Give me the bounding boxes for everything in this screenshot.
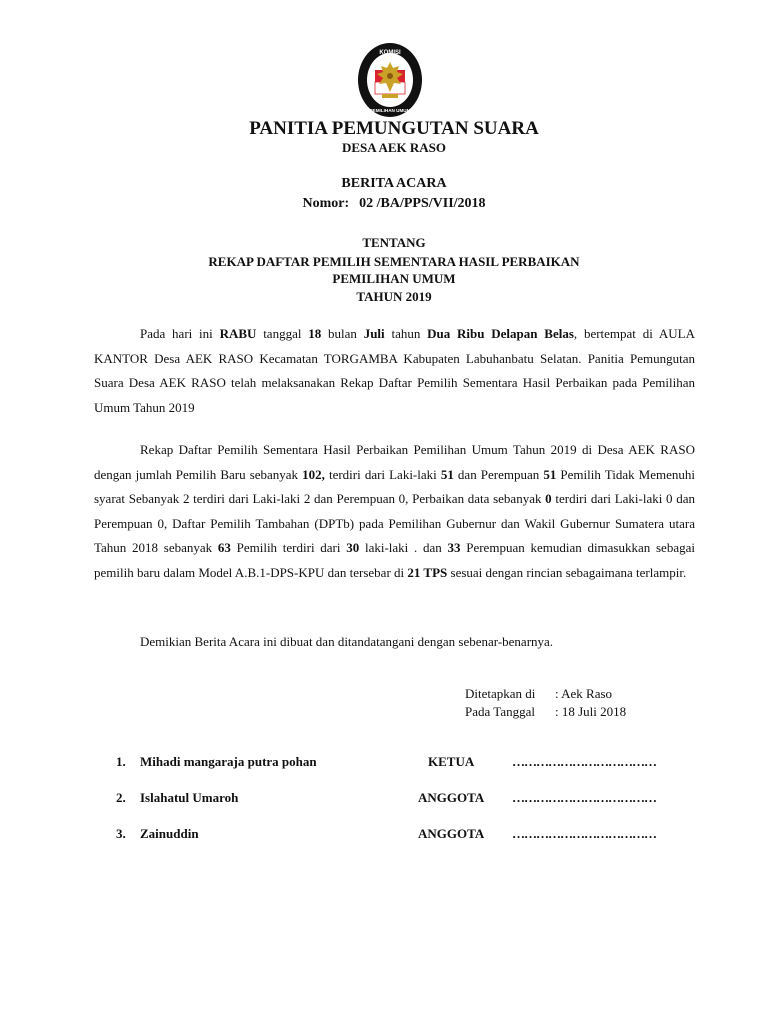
logo-top-text: KOMISI	[379, 50, 401, 56]
signatory-number: 2.	[116, 790, 126, 805]
signatory-number: 1.	[116, 754, 126, 769]
opening-paragraph: Pada hari ini RABU tanggal 18 bulan Juli tahun Dua Ribu Delapan Belas, bertempat di AULA KANTOR Desa AEK RASO Kecamatan TORGAMBA Kabupaten Labuhanbatu Selatan. Panitia Pemungutan Suara Desa AEK RASO telah melaksanakan Rekap Daftar Pemilih Sementara Hasil Perbaikan pada Pemilihan Umum Tahun 2019	[94, 326, 695, 415]
signatory-name: Mihadi mangaraja putra pohan	[140, 754, 317, 769]
signatory-name: Zainuddin	[140, 826, 199, 841]
signatory-row	[116, 826, 656, 844]
signatory-role: KETUA	[428, 754, 475, 769]
signatory-row	[116, 790, 656, 808]
date-row	[465, 704, 626, 720]
number-value: 02 /BA/PPS/VII/2018	[359, 196, 486, 211]
signatory-role: ANGGOTA	[418, 826, 485, 841]
subject-label: TENTANG	[362, 235, 426, 250]
subject-line-3: TAHUN 2019	[356, 289, 432, 304]
subject-line-2: PEMILIHAN UMUM	[332, 271, 456, 286]
signatory-role: ANGGOTA	[418, 790, 485, 805]
subject-line-1: REKAP DAFTAR PEMILIH SEMENTARA HASIL PERBAIKAN	[208, 254, 580, 269]
kpu-logo	[357, 42, 423, 118]
logo-bottom-text: PEMILIHAN UMUM	[369, 108, 411, 113]
village-name: DESA AEK RASO	[341, 140, 447, 155]
document-number	[0, 196, 768, 212]
signature-line: ………………………………	[512, 826, 656, 841]
place-value: : Aek Raso	[555, 686, 613, 701]
document-type: BERITA ACARA	[341, 176, 447, 191]
signature-line: ………………………………	[512, 790, 656, 805]
signatory-row	[116, 754, 656, 772]
closing-paragraph: Demikian Berita Acara ini dibuat dan ditandatangani dengan sebenar-benarnya.	[140, 634, 554, 649]
committee-title: PANITIA PEMUNGUTAN SUARA	[249, 118, 539, 139]
signature-line: ………………………………	[512, 754, 656, 769]
place-row	[465, 686, 612, 702]
signatory-name: Islahatul Umaroh	[140, 790, 239, 805]
place-label: Ditetapkan di	[465, 686, 536, 701]
date-value: : 18 Juli 2018	[555, 704, 627, 719]
date-label: Pada Tanggal	[465, 704, 535, 719]
signatory-number: 3.	[116, 826, 126, 841]
number-label: Nomor:	[302, 196, 350, 211]
recap-paragraph: Rekap Daftar Pemilih Sementara Hasil Perbaikan Pemilihan Umum Tahun 2019 di Desa AEK RASO dengan jumlah Pemilih Baru sebanyak 102, terdiri dari Laki-laki 51 dan Perempuan 51 Pemilih Tidak Memenuhi syarat Sebanyak 2 terdiri dari Laki-laki 2 dan Perempuan 0, Perbaikan data sebanyak 0 terdiri dari Laki-laki 0 dan Perempuan 0, Daftar Pemilih Tambahan (DPTb) pada Pemilihan Gubernur dan Wakil Gubernur Sumatera utara Tahun 2018 sebanyak 63 Pemilih terdiri dari 30 laki-laki . dan 33 Perempuan kemudian dimasukkan sebagai pemilih baru dalam Model A.B.1-DPS-KPU dan tersebar di 21 TPS sesuai dengan rincian sebagaimana terlampir.	[94, 442, 696, 580]
